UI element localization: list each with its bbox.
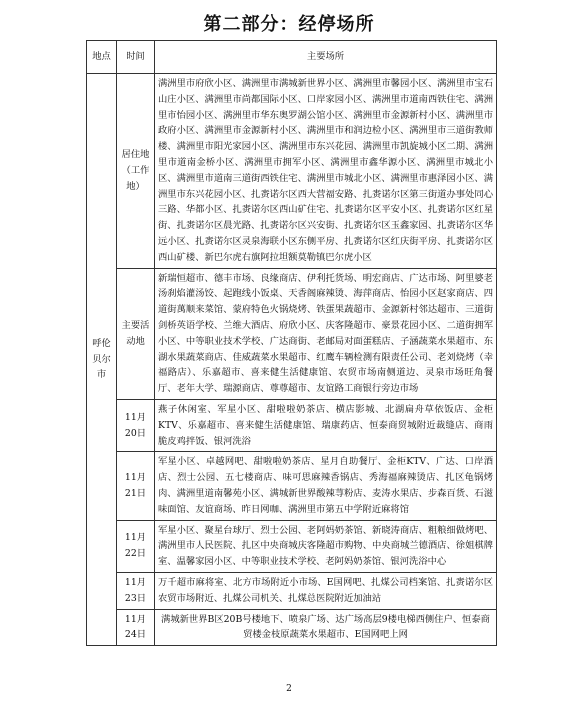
row-label: 11月20日	[117, 399, 155, 451]
table-row	[87, 520, 497, 572]
row-venues: 满洲里市府欣小区、满洲里市满城新世界小区、满洲里市馨园小区、满洲里市宝石山庄小区、满洲里市尚都国际小区、口岸家园小区、满洲里市道南西铁住宅、满洲里市怡园小区、满洲里市华东奥罗湖公馆小区、满洲里市金源新村小区、满洲里市政府小区、满洲里市金源新村小区、满洲里市和润边检小区、满洲里市三道街教师楼、满洲里市阳光家园小区、满洲里市东兴花园、满洲里市凯旋城小区二期、满洲里市道南金桥小区、满洲里市拥军小区、满洲里市鑫华源小区、满洲里市城北小区、满洲里市道南三道街西铁住宅、满洲里市城北小区、满洲里市惠泽园小区、满洲里市东兴花园小区、扎赉诺尔区西大营福安路、扎赉诺尔区第三街道办事处同心三路、华都小区、扎赉诺尔区西山矿住宅、扎赉诺尔区平安小区、扎赉诺尔区红星街、扎赉诺尔区晨光路、扎赉诺尔区兴安街、扎赉诺尔区玉鑫家园、扎赉诺尔区华远小区、扎赉诺尔区灵泉海联小区东侧平房、扎赉诺尔区红庆街平房、扎赉诺尔区西山矿楼、新巴尔虎右旗阿拉坦额莫勒镇巴尔虎小区	[155, 74, 497, 269]
row-label: 11月23日	[117, 572, 155, 609]
row-label: 11月22日	[117, 520, 155, 572]
row-label: 11月24日	[117, 609, 155, 646]
row-venues: 军星小区、卓越网吧、甜啦啦奶茶店、星月自助餐厅、金柜KTV、广达、口岸酒店、烈士公园、五七楼商店、味可思麻辣香锅店、秀海福麻辣烫店、扎区龟锅烤肉、满洲里道南馨苑小区、满城新世界酸辣荨粉店、麦涛水果店、步森百货、石滋味面馆、友谊商场、昨日网咖、满洲里市第五中学附近麻将馆	[155, 452, 497, 520]
header-time: 时间	[117, 41, 155, 74]
row-venues: 满城新世界B区20B号楼地下、喷泉广场、达广场高层9楼电梯西侧住户、恒泰商贸楼金枝原蔬菜水果超市、E国网吧上网	[155, 609, 497, 646]
header-venues: 主要场所	[155, 41, 497, 74]
table-row	[87, 268, 497, 399]
table-row	[87, 74, 497, 269]
table-row	[87, 399, 497, 451]
row-label: 主要活动地	[117, 268, 155, 399]
page-number: 2	[286, 684, 292, 694]
row-venues: 军星小区、聚星台球厅、烈士公园、老阿妈奶茶馆、新晓涛商店、粗粮细做烤吧、满洲里市人民医院、扎区中央商城庆客隆超市购物、中央商城兰德酒店、徐姐棋牌室、温馨家园小区、中等职业技术学校、老阿妈奶茶馆、银河洗浴中心	[155, 520, 497, 572]
row-venues: 万千超市麻将室、北方市场附近小市场、E国网吧、扎煤公司档案馆、扎赉诺尔区农贸市场附近、扎煤公司机关、扎煤总医院附近加油站	[155, 572, 497, 609]
row-label: 居住地（工作地）	[117, 74, 155, 269]
table-row	[87, 572, 497, 609]
page-title: 第二部分：经停场所	[203, 14, 375, 35]
row-venues: 燕子休闲室、军星小区、甜啦啦奶茶店、横店影城、北湖扁舟草依饭店、金柜KTV、乐嘉超市、喜来健生活健康馆、瑞康药店、恒泰商贸城附近裁缝店、商雨脆皮鸡拌饭、银河洗浴	[155, 399, 497, 451]
table-header-row	[87, 41, 497, 74]
stops-table	[86, 40, 497, 646]
row-venues: 新瑞恒超市、德丰市场、良缘商店、伊利托货场、明宏商店、广达市场、阿里婆老汤刹焰灌汤饺、起跑线小饭桌、天香阁麻辣烫、海萍商店、怡园小区赵家商店、四道街萬顺来菜馆、蒙府特色火锅烧烤、铁蛋果蔬超市、金源新村邻达超市、三道街剑桥英语学校、兰维大酒店、府欣小区、庆客隆超市、豪景花园小区、二道街拥军小区、中等职业技术学校、广达商街、老邮局对面蛋糕店、子涵蔬菜水果超市、东湖水果蔬菜商店、佳威蔬菜水果超市、红鹰车辆检测有限责任公司、老刘烧烤（幸福路店）、乐嘉超市、喜来健生活健康馆、农贸市场南侧道边、灵泉市场旺角餐厅、老年大学、瑞源商店、尊尊超市、友谊路工商银行旁边市场	[155, 268, 497, 399]
header-place: 地点	[87, 41, 117, 74]
table-row	[87, 609, 497, 646]
table-row	[87, 452, 497, 520]
row-label: 11月21日	[117, 452, 155, 520]
city-cell: 呼伦贝尔市	[87, 74, 117, 646]
